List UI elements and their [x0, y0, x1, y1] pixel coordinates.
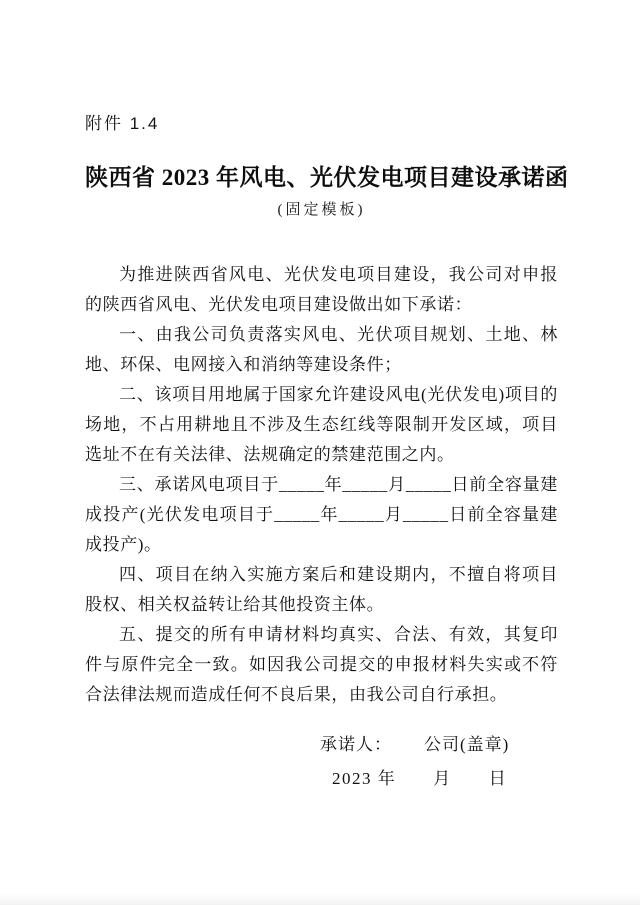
signer-label: 承诺人：: [320, 735, 392, 754]
clause-3-paragraph: 三、承诺风电项目于_____年_____月_____日前全容量建成投产(光伏发电项目于_____年_____月_____日前全容量建成投产)。: [85, 475, 558, 554]
attachment-label: 附件 1.4: [85, 114, 160, 133]
document-title: 陕西省 2023 年风电、光伏发电项目建设承诺函: [85, 165, 569, 190]
document-subtitle: (固定模板): [277, 202, 366, 218]
intro-paragraph: 为推进陕西省风电、光伏发电项目建设，我公司对申报的陕西省风电、光伏发电项目建设做出如下承诺：: [85, 265, 558, 314]
clause-4-paragraph: 四、项目在纳入实施方案后和建设期内，不擅自将项目股权、相关权益转让给其他投资主体。: [85, 565, 558, 614]
clause-1-paragraph: 一、由我公司负责落实风电、光伏项目规划、土地、林地、环保、电网接入和消纳等建设条件；: [85, 325, 558, 374]
clause-5-paragraph: 五、提交的所有申请材料均真实、合法、有效，其复印件与原件完全一致。如因我公司提交的申报材料失实或不符合法律法规而造成任何不良后果，由我公司自行承担。: [85, 625, 558, 704]
document-content: [85, 114, 569, 790]
clause-2-paragraph: 二、该项目用地属于国家允许建设风电(光伏发电)项目的场地，不占用耕地且不涉及生态红线等限制开发区域，项目选址不在有关法律、法规确定的禁建范围之内。: [85, 385, 558, 464]
signature-row: [320, 734, 558, 756]
document-body: [85, 260, 558, 710]
signer-seal-label: 公司(盖章): [424, 735, 510, 754]
signature-date: 2023 年 月 日: [332, 769, 508, 788]
